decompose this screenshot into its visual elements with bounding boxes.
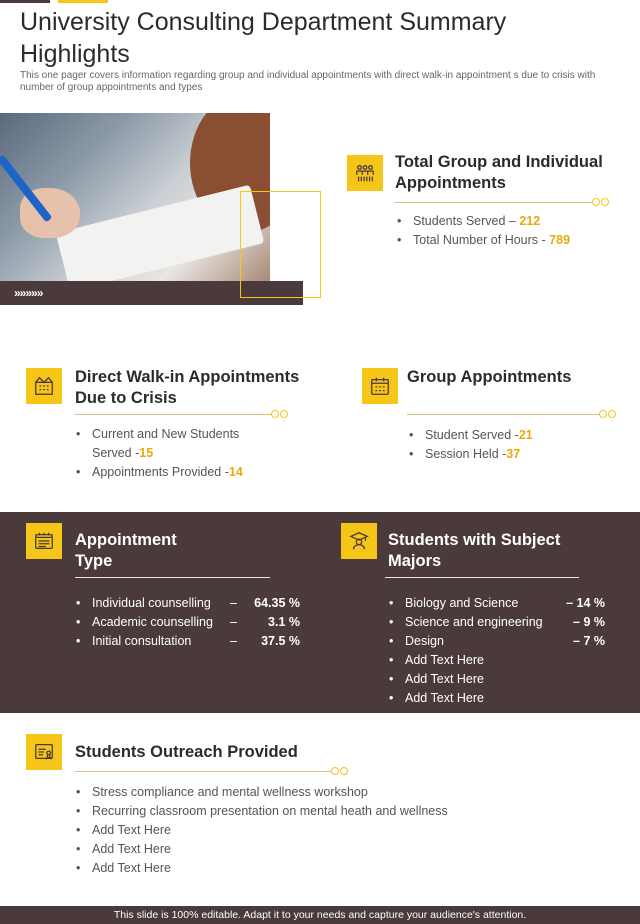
list-item: • Add Text Here [388,670,628,689]
dots-ornament [592,198,609,206]
dots-ornament [271,410,288,418]
dots-ornament [331,767,348,775]
appointment-type-heading: Appointment Type [75,531,177,570]
list-item: • Initial consultation – 37.5 % [75,632,315,651]
divider [395,202,593,203]
page-subtitle: This one pager covers information regarding group and individual appointments with direct walk-in appointment s due to crisis with number of group appointments and types [20,70,596,93]
list-item: • Students Served – 212 [396,212,626,231]
list-item: • Academic counselling – 3.1 % [75,613,315,632]
list-item: • Add Text Here [388,651,628,670]
writing-photo [0,113,270,281]
walk-in-heading: Direct Walk-in Appointments Due to Crisis [75,368,300,407]
building-icon [26,368,62,404]
arrows-icon: »»»»» [14,286,43,300]
appointment-type-list [75,594,315,651]
subject-majors-list [388,594,628,708]
list-item: • Add Text Here [75,821,595,840]
divider [75,414,272,415]
list-item: • Individual counselling – 64.35 % [75,594,315,613]
list-item: • Biology and Science – 14 % [388,594,628,613]
calendar-list-icon [26,523,62,559]
list-item: • Add Text Here [75,840,595,859]
outreach-list [75,783,595,878]
list-item: • Design – 7 % [388,632,628,651]
divider [75,577,270,578]
total-group-list [396,212,626,250]
people-group-icon [347,155,383,191]
divider [385,577,579,578]
list-item: • Add Text Here [388,689,628,708]
divider [75,771,332,772]
total-group-heading: Total Group and Individual Appointments [395,153,603,192]
list-item: • Appointments Provided -14 [75,463,275,482]
top-accent-dark [0,0,50,3]
walk-in-list [75,425,275,482]
list-item: • Recurring classroom presentation on mental heath and wellness [75,802,595,821]
footer-bar: This slide is 100% editable. Adapt it to your needs and capture your audience's attention. [0,906,640,924]
list-item: • Stress compliance and mental wellness workshop [75,783,595,802]
divider [407,414,600,415]
group-appointments-list [408,426,608,464]
list-item: • Student Served -21 [408,426,608,445]
graduate-icon [341,523,377,559]
subject-majors-heading: Students with Subject Majors [388,531,561,570]
certificate-icon [26,734,62,770]
photo-frame [240,191,321,298]
top-accent-gold [58,0,108,3]
outreach-heading: Students Outreach Provided [75,743,298,761]
list-item: • Science and engineering – 9 % [388,613,628,632]
list-item: • Total Number of Hours - 789 [396,231,626,250]
page-title: University Consulting Department Summary Highlights [20,8,507,68]
list-item: • Add Text Here [75,859,595,878]
dots-ornament [599,410,616,418]
list-item: • Session Held -37 [408,445,608,464]
group-appointments-heading: Group Appointments [407,368,572,386]
calendar-icon [362,368,398,404]
list-item: • Current and New Students Served -15 [75,425,275,463]
